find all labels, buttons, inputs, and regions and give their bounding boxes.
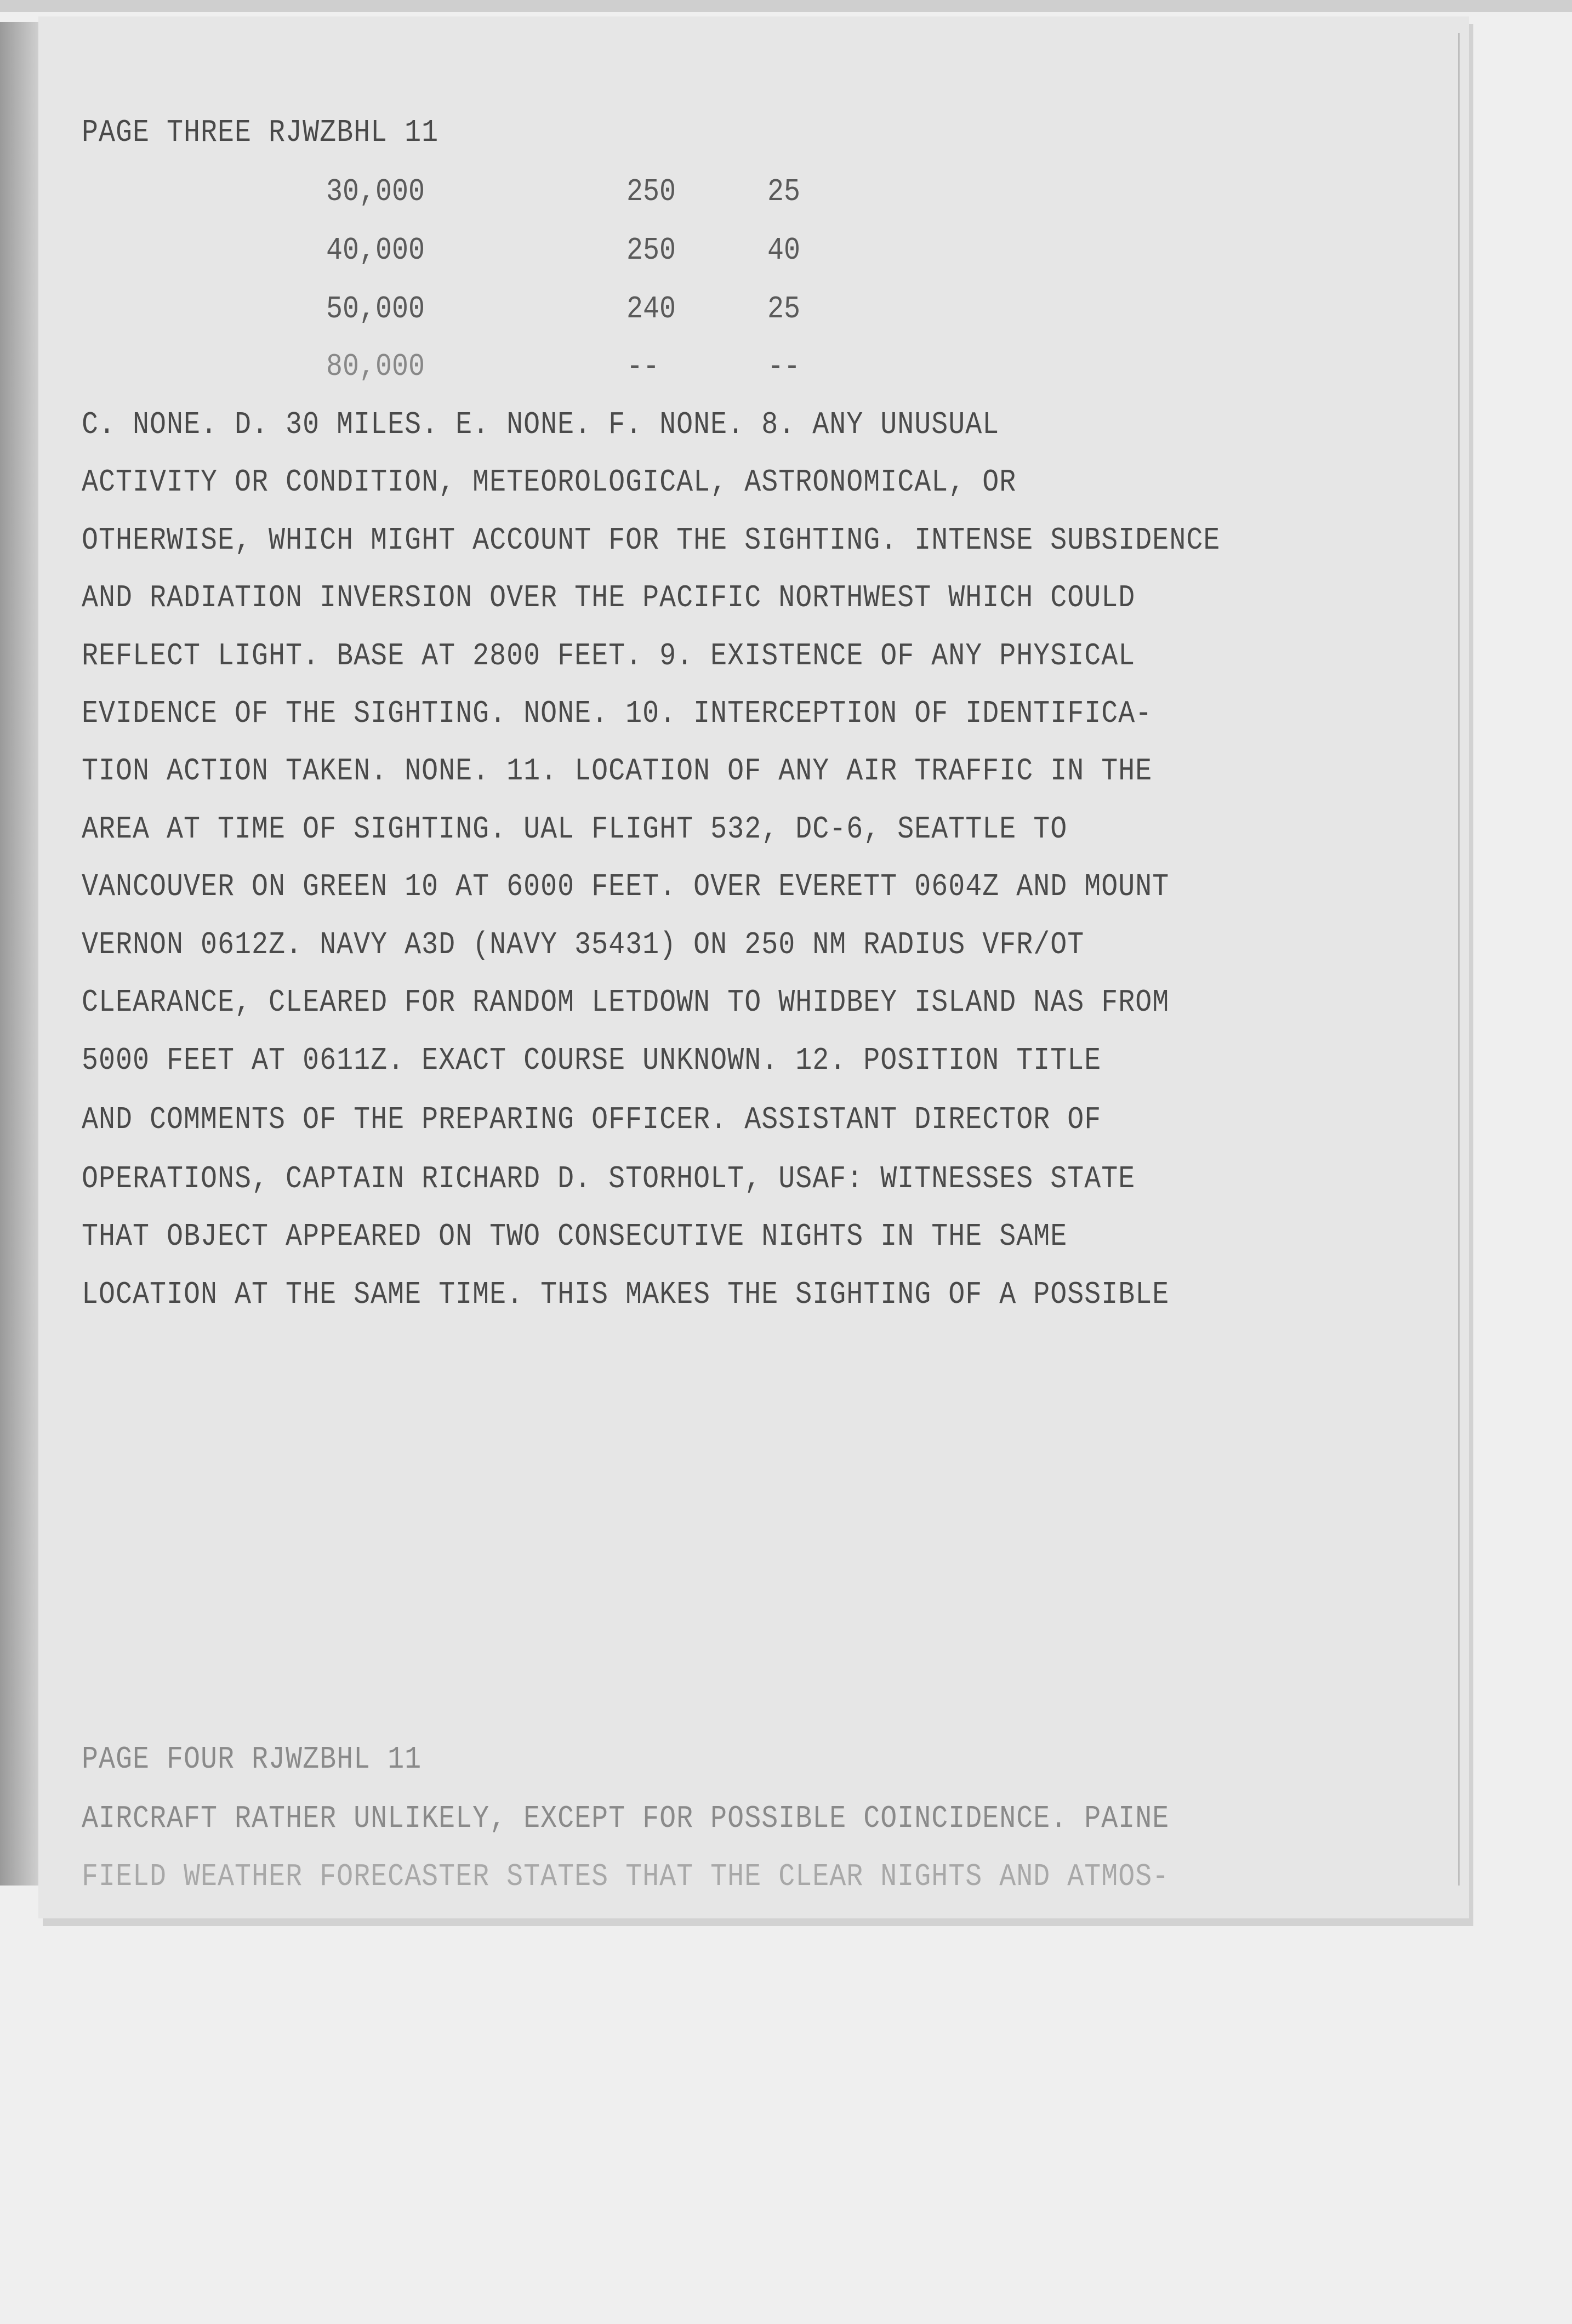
text-line: AND RADIATION INVERSION OVER THE PACIFIC NORTHWEST WHICH COULD bbox=[82, 580, 1136, 617]
table-cell: 40,000 bbox=[326, 232, 425, 269]
text-line: REFLECT LIGHT. BASE AT 2800 FEET. 9. EXISTENCE OF ANY PHYSICAL bbox=[82, 638, 1136, 675]
text-line: TION ACTION TAKEN. NONE. 11. LOCATION OF ANY AIR TRAFFIC IN THE bbox=[82, 753, 1153, 790]
table-cell: 25 bbox=[767, 291, 801, 328]
page-four-header: PAGE FOUR RJWZBHL 11 bbox=[82, 1741, 422, 1778]
text-line: AREA AT TIME OF SIGHTING. UAL FLIGHT 532, DC-6, SEATTLE TO bbox=[82, 811, 1068, 848]
table-cell: 250 bbox=[626, 232, 676, 269]
table-cell: 250 bbox=[626, 174, 676, 210]
text-line: OPERATIONS, CAPTAIN RICHARD D. STORHOLT, USAF: WITNESSES STATE bbox=[82, 1161, 1136, 1198]
text-line: AIRCRAFT RATHER UNLIKELY, EXCEPT FOR POSSIBLE COINCIDENCE. PAINE bbox=[82, 1801, 1170, 1837]
text-line: EVIDENCE OF THE SIGHTING. NONE. 10. INTERCEPTION OF IDENTIFICA- bbox=[82, 696, 1153, 732]
paper-right-edge bbox=[1458, 33, 1460, 1886]
table-cell: -- bbox=[626, 349, 660, 385]
scan-left-shadow bbox=[0, 22, 38, 1886]
text-line: OTHERWISE, WHICH MIGHT ACCOUNT FOR THE SIGHTING. INTENSE SUBSIDENCE bbox=[82, 522, 1221, 559]
text-line: ACTIVITY OR CONDITION, METEOROLOGICAL, ASTRONOMICAL, OR bbox=[82, 464, 1017, 501]
text-line: FIELD WEATHER FORECASTER STATES THAT THE CLEAR NIGHTS AND ATMOS- bbox=[82, 1859, 1170, 1895]
table-cell: 240 bbox=[626, 291, 676, 328]
text-line: C. NONE. D. 30 MILES. E. NONE. F. NONE. 8. ANY UNUSUAL bbox=[82, 407, 1000, 443]
text-line: THAT OBJECT APPEARED ON TWO CONSECUTIVE NIGHTS IN THE SAME bbox=[82, 1218, 1068, 1255]
table-cell: 40 bbox=[767, 232, 801, 269]
text-line: VANCOUVER ON GREEN 10 AT 6000 FEET. OVER EVERETT 0604Z AND MOUNT bbox=[82, 869, 1170, 905]
document-page bbox=[38, 16, 1469, 1918]
table-cell: 25 bbox=[767, 174, 801, 210]
text-line: 5000 FEET AT 0611Z. EXACT COURSE UNKNOWN. 12. POSITION TITLE bbox=[82, 1043, 1102, 1079]
table-cell: 50,000 bbox=[326, 291, 425, 328]
scan-top-edge bbox=[0, 0, 1572, 12]
table-cell: 30,000 bbox=[326, 174, 425, 210]
text-line: VERNON 0612Z. NAVY A3D (NAVY 35431) ON 250 NM RADIUS VFR/OT bbox=[82, 927, 1085, 964]
text-line: CLEARANCE, CLEARED FOR RANDOM LETDOWN TO WHIDBEY ISLAND NAS FROM bbox=[82, 984, 1170, 1021]
table-cell: -- bbox=[767, 349, 801, 385]
text-line: AND COMMENTS OF THE PREPARING OFFICER. ASSISTANT DIRECTOR OF bbox=[82, 1102, 1102, 1138]
table-cell: 80,000 bbox=[326, 349, 425, 385]
text-line: LOCATION AT THE SAME TIME. THIS MAKES THE SIGHTING OF A POSSIBLE bbox=[82, 1277, 1170, 1313]
page-three-header: PAGE THREE RJWZBHL 11 bbox=[82, 115, 439, 151]
